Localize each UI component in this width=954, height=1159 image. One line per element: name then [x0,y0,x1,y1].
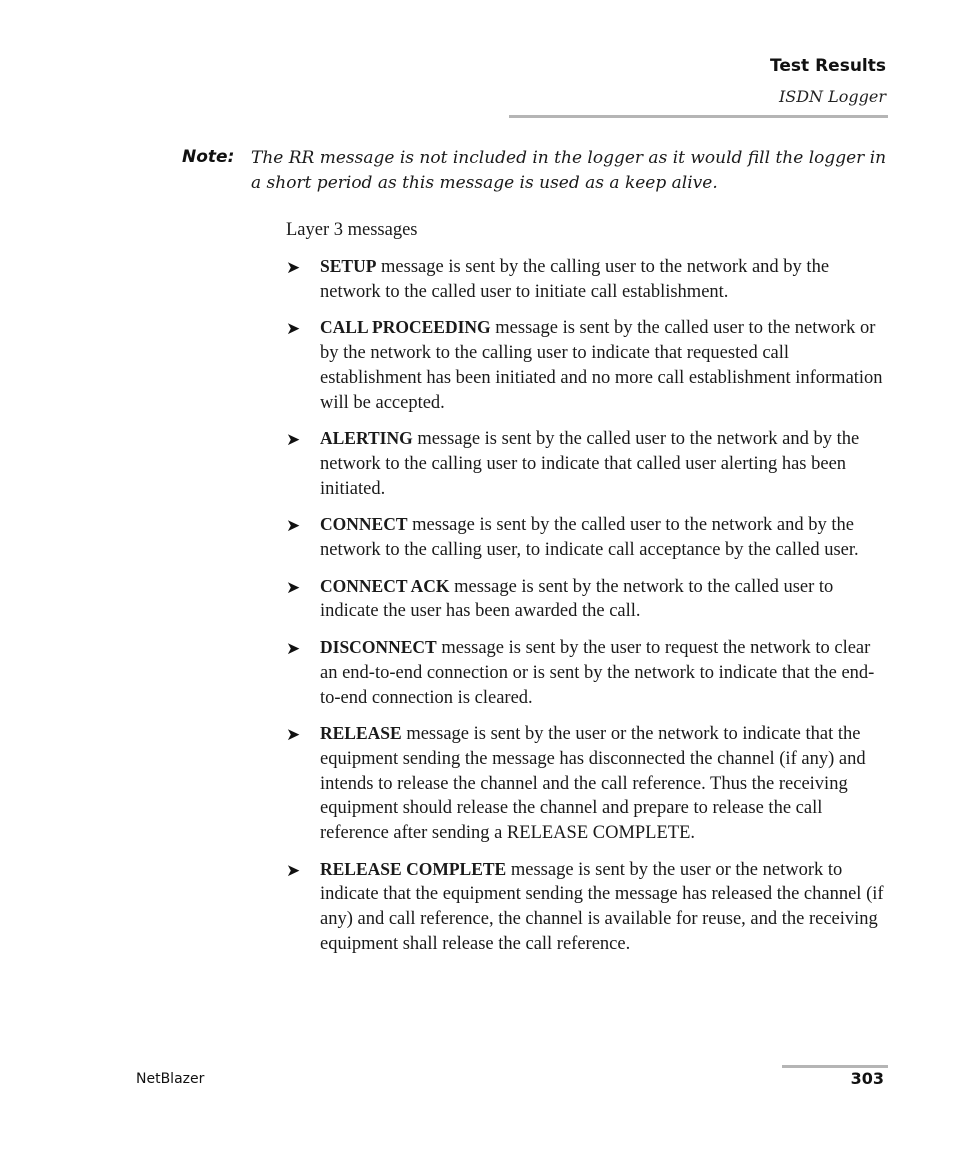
note-text: The RR message is not included in the logger as it would fill the logger in a short period as this message is used as a keep alive. [251,148,887,193]
list-item [286,574,886,624]
list-item [286,721,886,846]
message-term: CALL PROCEEDING [320,317,491,338]
message-description: message is sent by the called user to the network and by the network to the calling user to indicate that called user alerting has been initiated. [320,429,860,499]
message-list [286,254,886,968]
message-description: message is sent by the user or the network to indicate that the equipment sending the message has released the channel (if any) and call reference, the channel is available for reuse, and the receiving equipment shall release the call reference. [320,859,884,954]
list-item [286,512,886,562]
list-item [286,254,886,304]
arrowhead-bullet-icon: ➤ [286,516,301,537]
list-item [286,315,886,415]
header-rule [509,115,888,118]
list-item [286,426,886,501]
message-term: CONNECT ACK [320,575,450,596]
message-term: RELEASE [320,723,402,744]
list-item [286,857,886,957]
arrowhead-bullet-icon: ➤ [286,577,301,598]
arrowhead-bullet-icon: ➤ [286,258,301,278]
arrowhead-bullet-icon: ➤ [286,725,301,746]
message-term: CONNECT [320,514,408,535]
message-description: message is sent by the called user to the network and by the network to the calling user, to indicate call acceptance by the called user. [320,515,859,561]
message-term: DISCONNECT [320,637,437,658]
message-description: message is sent by the calling user to the network and by the network to the called user to initiate call establishment. [320,257,830,302]
message-description: message is sent by the called user to the network or by the network to the calling user to indicate that requested call establishment has been initiated and no more call establishment information will be accepted. [320,318,883,413]
section-intro: Layer 3 messages [286,220,418,240]
list-item [286,635,886,710]
message-description: message is sent by the user to request the network to clear an end-to-end connection or is sent by the network to indicate that the end-to-end connection is cleared. [320,638,875,708]
message-description: message is sent by the network to the called user to indicate the user has been awarded the call. [320,576,834,622]
header-subtitle: ISDN Logger [778,87,886,106]
arrowhead-bullet-icon: ➤ [286,430,301,451]
arrowhead-bullet-icon: ➤ [286,639,301,660]
footer-rule [782,1065,888,1068]
page-number: 303 [850,1069,884,1088]
header-title: Test Results [770,56,886,76]
message-description: message is sent by the user or the network to indicate that the equipment sending the message has disconnected the channel (if any) and intends to release the channel and the call reference. Thus the receiving equipment should release the channel and prepare to release the call reference after sending a RELEASE COMPLETE. [320,724,866,844]
arrowhead-bullet-icon: ➤ [286,860,301,881]
message-term: SETUP [320,256,377,276]
footer-product-name: NetBlazer [136,1071,205,1087]
message-term: ALERTING [320,428,413,449]
message-term: RELEASE COMPLETE [320,858,507,879]
arrowhead-bullet-icon: ➤ [286,319,301,340]
note-label: Note: [182,147,235,167]
